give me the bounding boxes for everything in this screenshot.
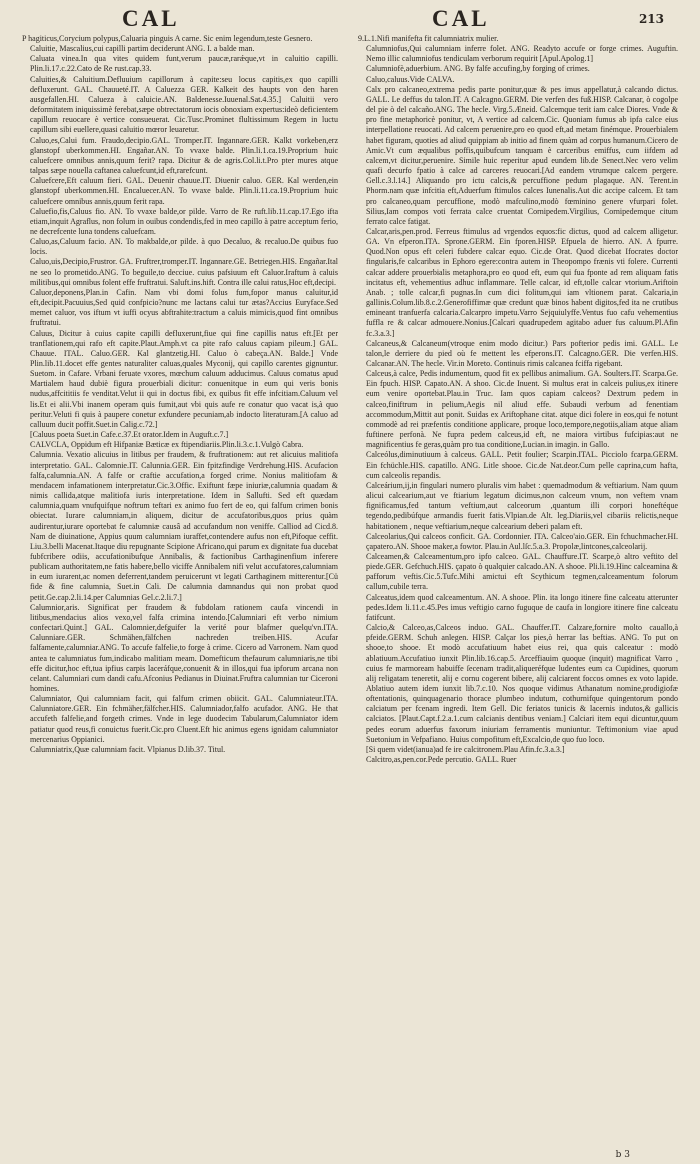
dictionary-entry: Calceus,à calce, Pedis indumentum, quod fit ex pellibus animalium. GA. Soulters.IT. Scarpa.Ge. Ein fpuch. HISP. Capato.AN. A shoo. Cic.de Inuent. Si multus erat in calceis pulius,ex itinere eum venire oportebat.Plau.in Truc. Iam quos capiam calceos? Dextrum pedem in calceo,finiftrum in pelium,Aegis nil aliud effe. Subaudi verbum ad fenentiam accommodum,Mittit aut ponit. Suidas ex Ariftophane citat. atque dici folere in eos,qui fe notunt commodè ad rei præfentis conditione applicare, proque loco,tempore,negotiis,aliam atque aliam fuftinere perfonà. Ne fupra pedem calceus,id eft, ne maiora virtibus fufcipias:aut ne magnificentius fe geras,quàm pro tua conditione,Lucian.in imagin. in Gallo. (366, 369, 678, 450)
right-column (358, 34, 678, 1154)
page-number: 213 (638, 12, 664, 26)
dictionary-entry: Caluefcere,Eft caluum fieri. GAL. Deuenir chauue.IT. Diuenir caluo. GER. Kal werden,ein glanstopf uberkommen.HI. Encaluecer.AN. To vvaxe balde. Plin.li.11.ca.19.Proprium huic caluefcere omnibus annis,quum ferit rapa. (30, 176, 338, 206)
dictionary-entry: Caluo,caluus.Vide CALVA. (366, 74, 455, 84)
dictionary-entry: 9.L.1.Nifi manifefta fit calumniatrix mulier. (358, 34, 499, 43)
running-header (0, 6, 700, 32)
dictionary-entry: Caluo,uis,Decipio,Frustror. GA. Fruftrer,tromper.IT. Ingannare.GE. Betriegen.HIS. Engañar.Ital ne seo lo prometido.ANG. To beguile,to decciue. cuius pafsiuum eft Caluor.Iraftum à caluis militibus,qui omnibus folent effe fruftratui. Saluft.ins.hift. Contra ille calui ratus,Hoc eft,decipi. (30, 257, 338, 287)
dictionary-entry: Caluefio,fis,Caluus fio. AN. To vvaxe balde,or pilde. Varro de Re ruft.lib.11.cap.17.Ego ifta etiam,inquit Agraflus, non folum in ouibus condendis,fed in meo capillo à patre acceptum ferio, ne decrefcente luna tondens caluefcam. (30, 206, 338, 236)
dictionary-entry: Caluus, Dicitur à cuius capite capilli defluxerunt,fiue qui fine capillis natus eft.[Et per tranflationem,qui rafo eft capite.Plaut.Amph.vt ca pite rafo caluus capiam pileum.] GAL. Chauue. ITAL. Caluo.GER. Kal glantzetig.HI. Caluo ò cabeça.AN. Balde.] Vnde Plin.lib.11.docet effe gentes naturaliter caluas,quales Myconij, qui capillo carentes gignuntur. Suetom. in Cafare. Vrbani feruate vxores, mœchum caluum adducimus. Caluus comatus apud Martialem haud dubiè figura prouerbiali dicitur: conuenitque in eum qui veris bonis nudus,affcititiis fe venditat.Velut ii qui in doctus fibi, ex quibus fit effe infcitiam.Caluum vel lis.Et ei alii.Vbi inanem operam quis fumit,aut vbi quis aufe re conatur quo vacat is,à quo peritur.Veluti fi quis à paupere conetur exfundere pecuniam,ab indocto literaturam.[A caluo ad calluum ducit poffit.Suet.in Calig.c.72.] (30, 328, 338, 429)
right-headword: CAL (432, 6, 490, 31)
dictionary-entry: Calceatus,idem quod calceamentum. AN. A shooe. Plin. ita longo itinere fine calceatu atterunter pedes.Idem li.11.c.45.Pes imus veftigio carno fuguque de caufa in longiore itinere fine calceatu fatifcunt. (366, 592, 678, 622)
dictionary-entry: Calumnior,aris. Significat per fraudem & fubdolam rationem caufa vincendi in litibus,mendacius alios vexo,vel falfa crimina intendo.[Calumniari eft verbo nimium confectari.Quint.] GAL. Calomnier,defguifer la verité pour blafmer quelqu'vn.ITA. Calunniare.GER. Schmähen,fälfchen nachreden treiben.HIS. Acufar falfamente,calumniar.ANG. To accufe falfelie,to forge à crime. Cicero ad Varronem. Nam quod antea te calumniatus fum,indicabo malitiam meam. Domefticum thefaurum calumniaris,ne tibi effe dicitur,hoc eft,tua ipfius carpis laceráfque,conuenit & in illos,qui fua ipforum arcana non celant. Calumniari cum dandi cafu.Afconius Pedianus in Diuinat.Fruftra calumnian tur Ciceroni homines. (30, 602, 338, 693)
dictionary-entry: Calumniofè,aduerbium. ANG. By falfe accufing,by forging of crimes. (366, 64, 590, 74)
left-headword: CAL (122, 6, 180, 31)
dictionary-entry: Caluities,& Caluitium.Defluuium capillorum à capite:seu locus capitis,ex quo capilli defluxerunt. GAL. Chauueté.IT. A Caluezza GER. Kalkeit des haupts von den haren ausgefallen.HI. Calueza à caluicie.AN. Baldenesse.Iuuenal.Sat.4.35.] Caluitii vero deformitatem iniquissimè ferebat,sæpe obtrectatorum iocis obnoxiam expertus:ideò deficientem capillum reuocare è vertice consueuerat. Cic.Tusc.Prominet flultissimum Regem in luctu capillum sibi euellere,quasi caluitio mœror leuaretur. (30, 74, 338, 135)
dictionary-entry: Calcitro,as,pen.cor.Pede percutio. GALL. Ruer (366, 755, 517, 765)
signature-mark: b 3 (615, 1150, 630, 1160)
dictionary-entry: Caluo,es,Calui fum. Fraudo,decipio.GAL. Tromper.IT. Ingannare.GER. Kalkt vorkeben,erz glanstopf uberkommen.HI. Engañar.AN. To vvaxe balde. Plin.li.1.ca.19.Proprium huic caluefcere omnibus annis,quum ferit? rapa. Dicitur & de agris.Col.li.t.Pro pter mures atque talpas sæpe nouella caftanea caluefcunt,id eft,rarefcunt. (30, 135, 338, 176)
dictionary-entry: Calumniofus,Qui calumniam inferre folet. ANG. Readyto accufe or forge crimes. Auguftin. Nemo illic calumniofus tendiculam verborum requirit [Apul.Apolog.1] (366, 44, 678, 64)
dictionary-entry: Calcio,& Calceo,as,Calceos induo. GAL. Chauffer.IT. Calzare,fornire molto cauallo,à pfeide.GERM. Schuh anlegen. HISP. Calçar los pies,ò herrar las beftias. ANG. To put on shooe,to shooe. Et modò accufatiuum habet eius rei, qua quis calceatur : modò ablatiuum.Accufatiuo iunxit Plin.lib.16.cap.5. Arceffiauim quoque (inquit) magnificat Varro , cuius fe marmoream habuiffe ſecenam tradit,aliqueréfque ludentes eum ca Cupidines, quorum alij religatam teneretit, alij e cornu cogerent bibere, alij calciarent foccos omnes ex voto lapide. Ablatiuo autem idem iunxit lib.7.c.10. Nos quoque vidimus Athanatum nomine,prodigiofæ oftentationis, quinquagenario thorace plumbeo indutum, cothurnifque quingentorum pondo calciatum per fcenam ingredi. Item Gell. Dic feriatos tunicis & lacernis indutos,& gallicis calciatos. [Plaut.Capt.f.2.a.1.cum calcianis dentibus veniam.] Calciari item equi dicuntur,quum pedes eorum aduerfus faxorum iniuriam ferramentis muniuntur. Teftimonium viae apud Suetonium in Vefpafiano. Huius compofitum eft,Excalcio,de quo fuo loco. (366, 623, 678, 744)
dictionary-entry: Caluor,deponens,Plan.in Cafin. Nam vbi domi folus fum,fopor manus caluitur,id eft,decipit.Pacuuius,Sed quid confpicio?nunc me lactans calui tur ætas?Accius Euryface.Sed memet caluor, vos iftum vt iuffi ocyus abftrahite:tractum a caluis mimicis,quod fint omnibus fruftratui. (30, 287, 338, 328)
dictionary-entry: Caluitie, Mascalius,cui capilli partim deciderunt ANG. I. a balde man. (30, 44, 255, 54)
dictionary-entry: Calceamen,& Calceamentum,pro ipfo calceo. GAL. Chauffure.IT. Scarpe,ò altro veftito del piede.GER. Gefchuch.HIS. çapato ò qualquier calcado.AN. A shooe. Pli.li.19.Hinc calceamina & pafforum veftis.Cic.5.Tufc.Mihi amictui eft Scythicum tegmen,calceamentum folorum callum,cubile terra. (366, 551, 678, 592)
dictionary-entry: Calcar,aris,pen.prod. Ferreus ftimulus ad vrgendos equos:fic dictus, quod ad calcem alligetur. GA. Vn efperon.ITA. Sprone.GERM. Ein fporen.HISP. Efpuela de hierro. AN. A fpurre. Quod.Non opus eft celeri fubdere calcar equo. Cic.de Orat. Quod dicebat Ifocrates doctor fingularis,fe calcaribus in Ephoro egere:contra autem in Theopompo frænis vti folere. Currenti calcar addere prouerbialis metaphora,pro eo quod eft, eum qui fua fponte ad rem aliquam fatis incitatus eft, vehementius adhuc inflammare. Telle calcar, id eft,tolle calcar vtorium.Ariftoin Anab. ; tolle calcar,fi pugnas.In cum dici folitum,qui iam vltionem parat. Calcaria,in gallinis.Colum.lib.8.c.2.Generofiffimæ quæ credunt quæ binos habent digitos,fed ita ne crutibus emineant tranfuerfa calcaria.Calcarpro impetu.Varro Sejquiulyffe.Ventus fuo cafu vehementius fuffla re & calcar admouere.Nonius.[Calcari quadrupedem agitabo aduer fus caluum.Pl.Afin fc.3.a.3.] (366, 226, 678, 338)
dictionary-entry: Calceolarius,Qui calceos conficit. GA. Cordonnier. ITA. Calceo'aio.GER. Ein fchuchmacher.HI. çapatero.AN. Shooe maker,a fowtor. Plau.in Aul.lſc.5.a.3. Propolæ,lintcones,calceolarij. (366, 531, 678, 551)
dictionary-entry: [Si quem videt(ianua)ad fe ire calcitronem.Plau Afin.fc.3.a.3.] (366, 744, 565, 754)
dictionary-entry: Calceólus,diminutiuum à calceus. GALL. Petit foulier; Scarpin.ITAL. Picciolo fcarpa.GERM. Ein fchüchle.HIS. capatillo. ANG. Litle shooe. Cic.de Nat.deor.Cum pelle caprina,cum hafta, cum calceolis repandis. (366, 450, 678, 480)
dictionary-entry: Caluo,as,Caluum facio. AN. To makbalde,or pilde. à quo Decaluo, & recaluo.De quibus fuo locis. (30, 237, 338, 257)
dictionary-entry: CALVCLA, Oppidum eft Hifpaniæ Bæticæ ex ftipendiariis.Plin.li.3.c.1.Vulgò Cabra. (30, 440, 304, 450)
dictionary-entry: P hagiticus,Corycium polypus,Caluaria pinguis A carne. Sic enim legendum,teste Gesnero. (22, 34, 313, 43)
dictionary-entry: Calumniatrix,Quæ calumniam facit. Vlpianus D.lib.37. Titul. (30, 744, 226, 754)
dictionary-entry: Calumnia. Vexatio alicuius in litibus per fraudem, & fruftrationem: aut ret alicuius malitiofa interpretatio. GAL. Calomnie.IT. Calunnia.GER. Ein fpitzfindige Verdrehung.HIS. Acufacion falfa,calumnia.AN. A falfe or craftie accufation,a forged crime. Nonius malitiofam & mendacem infamationem interpretatur.Cic.3.Offic. Exiftunt fæpe iniuriæ,calumnia quadam & nimis callida,atque malitiofa iuris interpretatione. Idem in Sallufti. Sed eft quædam calumnia,quam vnufquifque noftrum teftari ex animo fuo fert de eo, qui falfum crimen bonis obiectat. Iurare calumniam,in aliquem, dicitur de accufatoribus,quos prius quàm audirentur,iurare oportebat fe calumniæ causâ ad accufandum non veniffe. Calliod ad Cicd.8. Nam de diuinatione, Appius quum calumniam iuraffet,contendere aufus non eft,Pifoque ceffit. Liu.3.belli Macenat.Itaque diu repugnante Scipione Africano,qui parum ex dignitate fua ducebat fubfcribere odiis, accufationibufque Annibalis, & factionibus Carthaginenfium inferere publicam authoritatem,ne fatis habere,bello viciffe Annibalem nifi velut accufatores,calumniam in eum iurarent,ac nomen deferrent,tandem peruicerunt vt legati Carthaginem mitterentur.[Cü fide & fine calumnia, Suet.in Cali. De calumnia damnandus qui non probat quod petit.Ge.cap.2.li.14.per Calumnias Gel.c.2.li.7.] (30, 450, 338, 602)
dictionary-entry: [Caluus poeta Suet.in Cafe.c.37.Et orator.Idem in Auguft.c.7.] (30, 430, 229, 440)
dictionary-entry: Caluata vinea.In qua vites quidem funt,verum paucæ,rarǽque,vt in caluitio capilli. Plin.li.17.c.22.Cato de Re rust.cap.33. (30, 54, 338, 74)
dictionary-entry: Calumniator, Qui calumniam facit, qui falfum crimen obiicit. GAL. Calumniateur.ITA. Calunniatore.GER. Ein fchmäher,fälfcher.HIS. Calumniador,falfo acufador. ANG. He that accufeth falfelie,and forgeth crimes. Vnde in lege duodecim Tabularum,Calumniator idem patiatur quod reus,fi conuictus fuerit.Cic.pro Cluent.Eft hic animus egens ignidam calumniator mercenarius Oppianici. (30, 694, 338, 744)
dictionary-entry: Calceárium,ij,in fingulari numero pluralis vim habet : quemadmodum & veftiarium. Nam quum alicui calcearium,aut ve ftiarium legatum dicimus,non calceum vnum, non veftem vnam fignificamus,fed tantum veftium,aut calceorum ,quantum illi corpori honeftéque tegendo,pedibúfque armandis fuerit fatis.Vlpian.de Alt. leg.Diariis,vel cibariis relictis,neque habitationem , neque veftiarium,neque calcearium deberi palam eft. (366, 480, 678, 531)
dictionary-entry: Calcaneus,& Calcaneum(vtroque enim modo dicitur.) Pars pofterior pedis imi. GALL. Le talon,le derriere du pied où fe mettent les efperons.IT. Calcagno.GER. Die verfen.HIS. Calcanar.AN. The hecle. Vir.in Moreto. Continuis rimis calcanea fciffa rigebant. (366, 338, 678, 368)
dictionary-entry: Calx pro calcaneo,extrema pedis parte ponitur,quæ & pes imus appellatur,à calcando dictus. GALL. Le deffus du talon.IT. A Calcagno.GERM. Die verfen des fuß.HISP. Calcanar, ò cogolpe del pie ò del calcaño.ANG. The hecle. Virg.5.Æneid. Calcemque terit iam calce Diores. Vnde & pro fine metaphoricè ponitur, vt, A vertice ad calcem.Cic. Quoniam fumus ab ipfa calce eius interpellatione reuocati. Ad calcem peruenire,pro eo quod eft,ad metam finémque. Prouerbialem habet figuram, quoties ad aliud quippiam ab initio ad finem quàm ad corpus humanum.Cicero de Amic.Vt cum æqualibus poffis,quibufcum tanquam è carceribus emiffus, cum iifdem ad calcem,vt dicitur,peruenire. Simile huic reperitur apud eundem lib.de Senect.Nec vero velim quafi decurfo fpatio à calce ad carceres reuocari.[Ad eandem vtrumque calcem pergere. Gell.c.3.l.14.] Aliquando pro ictu calcis,& percuffione pedum plagaque. AN. Terent.in Phorm.nam quæ infcitia eft,Aduerfum ftimulos calces Iunenalis.Aut dic accipe calcem. Et tam pro calcaneo,quam percuffione, modò mafculino,modò fœminino genere vfurpari folet. Silius,Iam compos voti ferrata calce cruentat Cornipedem.Virgilius, Cornipedemque citum ferrato calce fatigat. (366, 84, 678, 226)
left-column (22, 34, 338, 1154)
